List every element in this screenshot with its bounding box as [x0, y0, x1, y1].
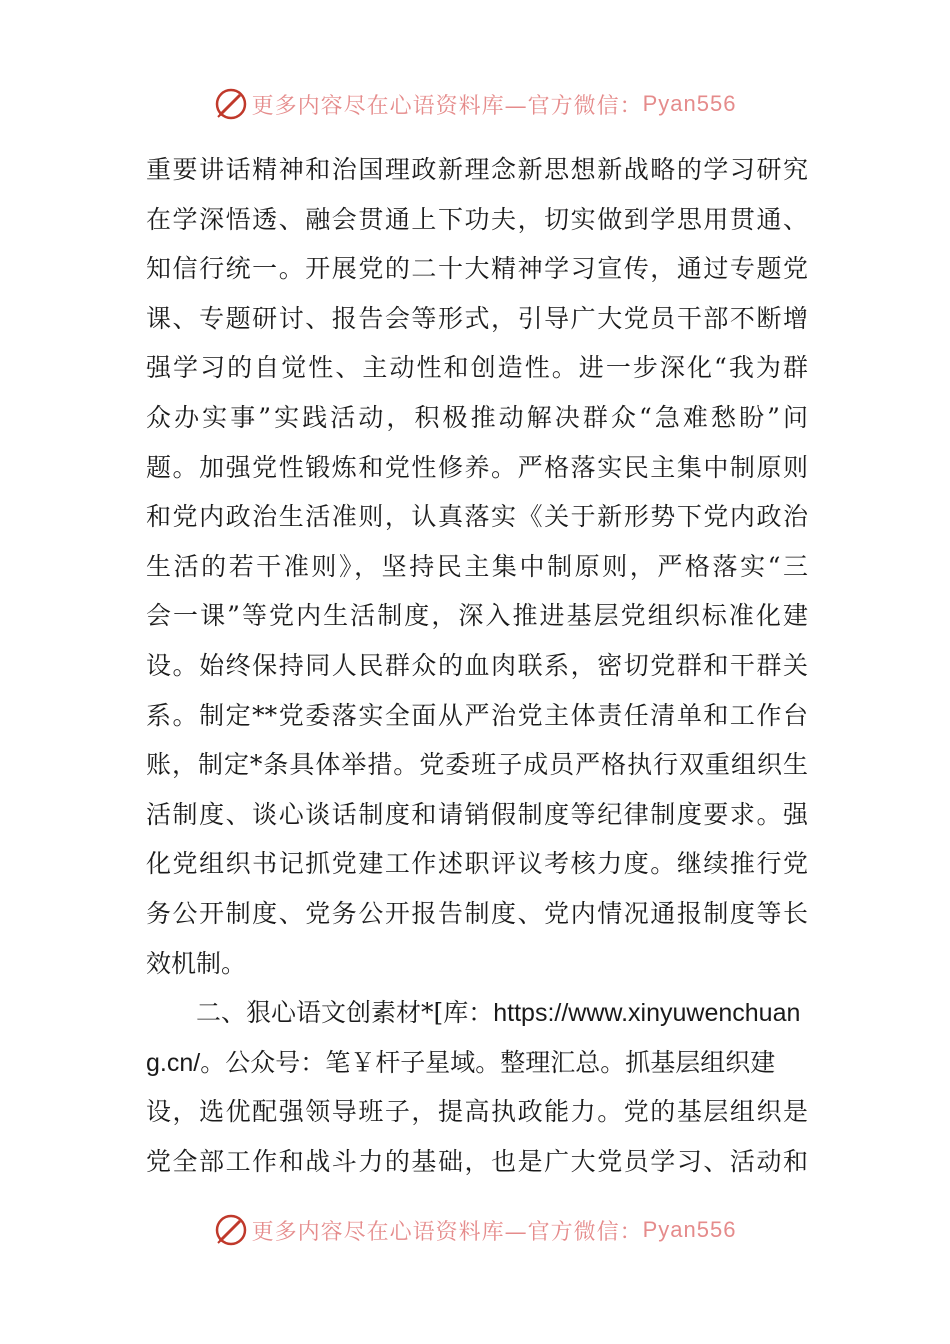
text-line: 设。始终保持同人民群众的血肉联系，密切党群和干群关 — [146, 650, 808, 680]
text-line — [146, 1038, 808, 1088]
watermark-footer — [0, 1210, 950, 1250]
watermark-text: 更多内容尽在心语资料库—官方微信： — [251, 93, 643, 119]
text-line: 生活的若干准则》，坚持民主集中制原则，严格落实“三 — [146, 551, 808, 581]
watermark-text: 更多内容尽在心语资料库—官方微信： — [251, 1219, 643, 1245]
text-line: 党全部工作和战斗力的基础，也是广大党员学习、活动和 — [146, 1146, 808, 1176]
watermark-id: Pyan556 — [642, 1217, 737, 1242]
text-span: 。公众号：笔￥杆子星域。整理汇总。抓基层组织建 — [200, 1047, 776, 1077]
text-line: 系。制定**党委落实全面从严治党主体责任清单和工作台 — [146, 700, 808, 730]
text-line: 账，制定*条具体举措。党委班子成员严格执行双重组织生 — [146, 750, 808, 780]
text-line: 效机制。 — [146, 948, 247, 978]
text-line: 课、专题研讨、报告会等形式，引导广大党员干部不断增 — [146, 303, 808, 333]
section-heading-line — [146, 988, 808, 1038]
document-body — [146, 145, 808, 1186]
text-line: 题。加强党性锻炼和党性修养。严格落实民主集中制原则 — [146, 452, 808, 482]
text-line: 会一课”等党内生活制度，深入推进基层党组织标准化建 — [146, 601, 808, 631]
text-line: 活制度、谈心谈话制度和请销假制度等纪律制度要求。强 — [146, 799, 808, 829]
text-line: 众办实事”实践活动，积极推动解决群众“急难愁盼”问 — [146, 402, 808, 432]
watermark-header — [0, 84, 950, 124]
pen-circle-icon — [214, 87, 248, 121]
text-line: 和党内政治生活准则，认真落实《关于新形势下党内政治 — [146, 502, 808, 532]
text-line: 强学习的自觉性、主动性和创造性。进一步深化“我为群 — [146, 353, 808, 383]
watermark-id: Pyan556 — [642, 91, 737, 116]
text-line: 设，选优配强领导班子，提高执政能力。党的基层组织是 — [146, 1097, 808, 1127]
text-line: 务公开制度、党务公开报告制度、党内情况通报制度等长 — [146, 898, 808, 928]
text-line: 化党组织书记抓党建工作述职评议考核力度。继续推行党 — [146, 849, 808, 879]
pen-circle-icon — [214, 1213, 248, 1247]
section-heading: 二、狠心语文创素材*[库： — [196, 998, 494, 1028]
text-line: 在学深悟透、融会贯通上下功夫，切实做到学思用贯通、 — [146, 204, 808, 234]
text-line: 知信行统一。开展党的二十大精神学习宣传，通过专题党 — [146, 254, 808, 284]
url-part-1: https://www.xinyuwenchuan — [493, 999, 801, 1028]
text-line: 重要讲话精神和治国理政新理念新思想新战略的学习研究 — [146, 155, 808, 184]
url-part-2: g.cn/ — [146, 1048, 201, 1077]
